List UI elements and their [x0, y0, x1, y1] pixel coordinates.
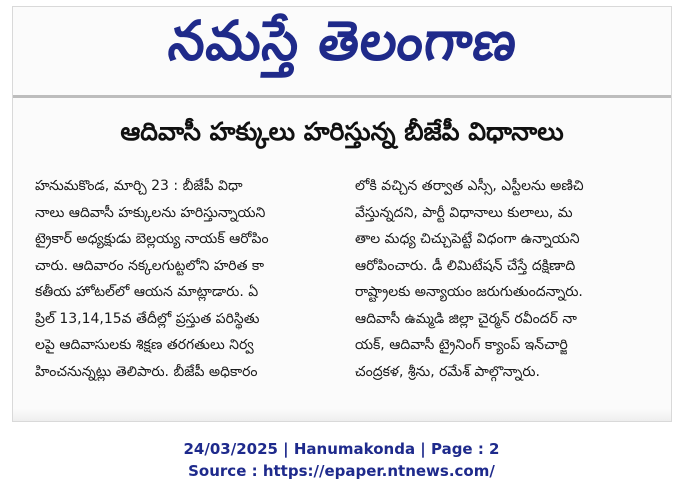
body-line: ట్రైకార్ అధ్యక్షుడు బెల్లయ్య నాయక్ ఆరోపిం — [35, 231, 269, 247]
body-line: కతీయ హోటల్‌లో ఆయన మాట్లాడారు. ఏ — [35, 284, 259, 300]
body-line: వేస్తున్నదని, పార్టీ విధానాలు కులాలు, మ — [355, 204, 573, 221]
article-headline: ఆదివాసీ హక్కులు హరిస్తున్న బీజేపీ విధానాలు — [120, 117, 564, 146]
article-column-right — [347, 173, 657, 385]
body-line: చారు. ఆదివారం నక్కలగుట్టలోని హరిత కా — [35, 257, 265, 274]
body-line: హనుమకొండ, మార్చి 23 : బీజేపీ విధా — [35, 178, 243, 194]
article-body — [35, 173, 657, 385]
body-line: ఆదివాసీ ఉమ్మడి జిల్లా చైర్మన్ రవీందర్ నా — [355, 310, 577, 327]
body-line: తాల మధ్య చిచ్చుపెట్టే విధంగా ఉన్నాయని — [355, 231, 580, 247]
edition-info: 24/03/2025 | Hanumakonda | Page : 2 — [183, 440, 500, 458]
newspaper-logo: నమస్తే తెలంగాణ — [165, 9, 521, 73]
newspaper-clipping — [12, 6, 672, 422]
body-line: రాష్ట్రాలకు అన్యాయం జరుగుతుందన్నారు. — [355, 284, 583, 300]
masthead — [13, 7, 671, 89]
source-footer — [0, 438, 683, 482]
body-line: యక్, ఆదివాసీ ట్రైనింగ్ క్యాంప్ ఇన్‌చార్జి — [355, 337, 568, 353]
body-line: లపై ఆదివాసులకు శిక్షణ తరగతులు నిర్వ — [35, 337, 254, 353]
article-column-left — [35, 173, 337, 385]
clipping-edge — [13, 409, 671, 421]
body-line: ప్రిల్ 13,14,15వ తేదీల్లో ప్రస్తుత పరిస్థితు — [35, 310, 260, 327]
body-line: నాలు ఆదివాసీ హక్కులను హరిస్తున్నాయని — [35, 204, 266, 221]
body-line: లోకి వచ్చిన తర్వాత ఎస్సీ, ఎస్టీలను అణిచి — [355, 178, 584, 194]
body-line: ఆరోపించారు. డీ లిమిటేషన్ చేస్తే దక్షిణాది — [355, 257, 576, 274]
body-line: హించనున్నట్లు తెలిపారు. బీజేపీ అధికారం — [35, 363, 258, 380]
body-line: చంద్రకళ, శ్రీను, రమేశ్ పాల్గొన్నారు. — [355, 363, 540, 380]
source-link[interactable]: Source : https://epaper.ntnews.com/ — [188, 462, 495, 480]
divider — [13, 95, 671, 98]
